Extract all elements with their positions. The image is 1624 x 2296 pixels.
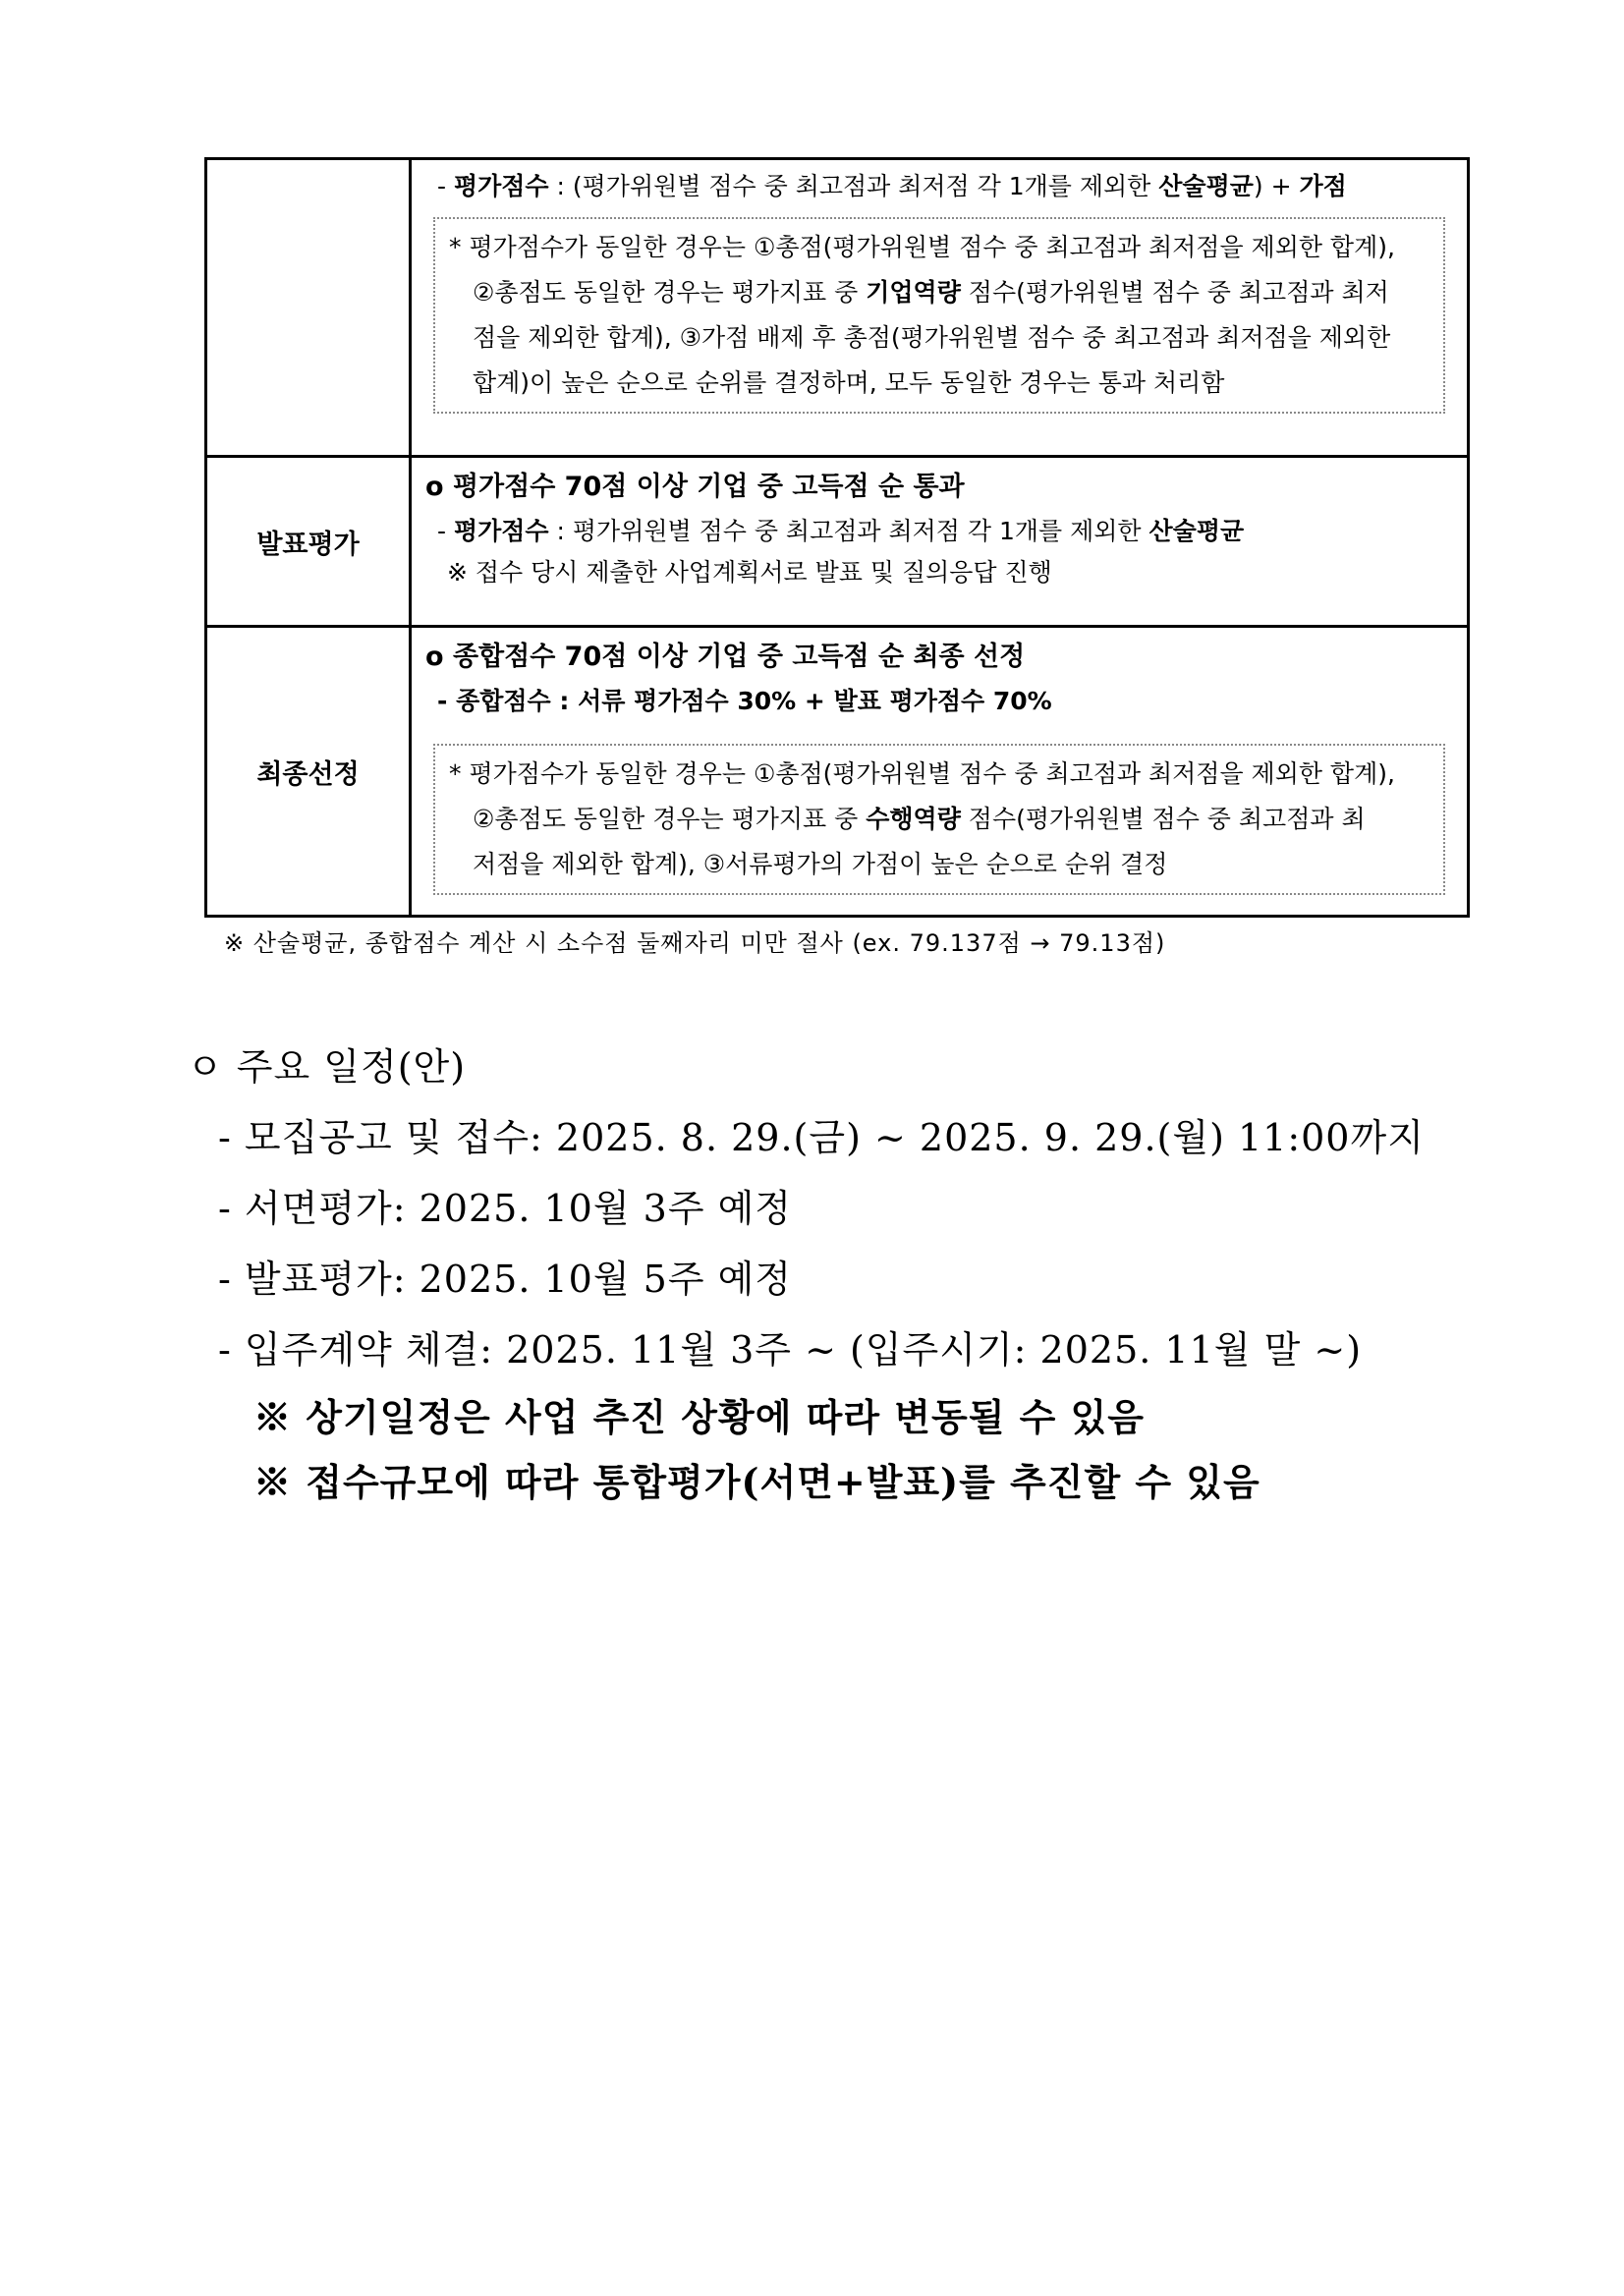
document-evaluation-cell: [411, 159, 1469, 457]
presentation-heading: o 평가점수 70점 이상 기업 중 고득점 순 통과: [425, 472, 965, 502]
table-row: [206, 159, 1469, 457]
schedule-item: - 입주계약 체결: 2025. 11월 3주 ~ (입주시기: 2025. 11월 말 ~): [218, 1328, 1363, 1372]
presentation-evaluation-cell: [411, 457, 1469, 627]
score-definition-line: - 평가점수 : 평가위원별 점수 중 최고점과 최저점 각 1개를 제외한 산술평균: [437, 517, 1245, 545]
schedule-remark: ※ 접수규모에 따라 통합평가(서면+발표)를 추진할 수 있음: [253, 1460, 1260, 1504]
note-line: 저점을 제외한 합계), ③서류평가의 가점이 높은 순으로 순위 결정: [473, 850, 1168, 878]
table-row: [206, 627, 1469, 917]
schedule-item: - 서면평가: 2025. 10월 3주 예정: [218, 1187, 793, 1230]
note-line: ②총점도 동일한 경우는 평가지표 중 수행역량 점수(평가위원별 점수 중 최고점과 최: [473, 805, 1366, 833]
table-row: [206, 457, 1469, 627]
row-label-final-selection: 최종선정: [206, 627, 411, 917]
note-line: * 평가점수가 동일한 경우는 ①총점(평가위원별 점수 중 최고점과 최저점을 제외한 합계),: [449, 233, 1395, 261]
tie-break-note-box: [433, 217, 1445, 414]
final-selection-cell: [411, 627, 1469, 917]
evaluation-table: [204, 157, 1470, 918]
schedule-item: - 발표평가: 2025. 10월 5주 예정: [218, 1258, 793, 1301]
note-line: ②총점도 동일한 경우는 평가지표 중 기업역량 점수(평가위원별 점수 중 최고점과 최저: [473, 278, 1389, 307]
note-line: * 평가점수가 동일한 경우는 ①총점(평가위원별 점수 중 최고점과 최저점을 제외한 합계),: [449, 759, 1395, 788]
tie-break-note-box: [433, 744, 1445, 895]
schedule-section: [187, 1032, 1425, 1515]
schedule-item: - 모집공고 및 접수: 2025. 8. 29.(금) ~ 2025. 9. 29.(월) 11:00까지: [218, 1116, 1425, 1159]
final-selection-heading: o 종합점수 70점 이상 기업 중 고득점 순 최종 선정: [425, 642, 1026, 672]
row-label-empty: [206, 159, 411, 457]
presentation-remark: ※ 접수 당시 제출한 사업계획서로 발표 및 질의응답 진행: [447, 558, 1052, 587]
row-label-presentation: 발표평가: [206, 457, 411, 627]
note-line: 점을 제외한 합계), ③가점 배제 후 총점(평가위원별 점수 중 최고점과 최저점을 제외한: [473, 323, 1391, 352]
combined-score-line: - 종합점수 : 서류 평가점수 30% + 발표 평가점수 70%: [437, 687, 1052, 715]
schedule-remark: ※ 상기일정은 사업 추진 상황에 따라 변동될 수 있음: [253, 1395, 1145, 1439]
truncation-footnote: ※ 산술평균, 종합점수 계산 시 소수점 둘째자리 미만 절사 (ex. 79.137점 → 79.13점): [224, 929, 1166, 957]
note-line: 합계)이 높은 순으로 순위를 결정하며, 모두 동일한 경우는 통과 처리함: [473, 368, 1225, 397]
score-definition-line: - 평가점수 : (평가위원별 점수 중 최고점과 최저점 각 1개를 제외한 산술평균) + 가점: [437, 172, 1347, 200]
schedule-title: ㅇ 주요 일정(안): [187, 1045, 467, 1089]
